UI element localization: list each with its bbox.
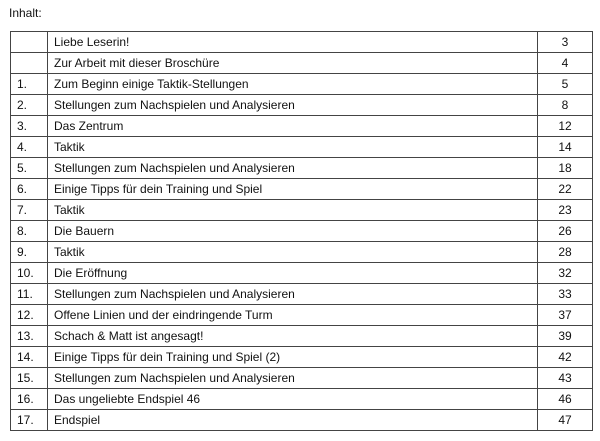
toc-heading: Inhalt: <box>9 6 42 20</box>
row-page: 14 <box>538 137 593 158</box>
row-page: 43 <box>538 368 593 389</box>
row-page: 18 <box>538 158 593 179</box>
row-number: 1. <box>11 74 48 95</box>
table-row <box>11 284 593 305</box>
row-title: Stellungen zum Nachspielen und Analysieren <box>48 95 538 116</box>
table-row <box>11 389 593 410</box>
row-number: 5. <box>11 158 48 179</box>
table-row <box>11 74 593 95</box>
row-page: 22 <box>538 179 593 200</box>
row-page: 3 <box>538 32 593 53</box>
row-title: Liebe Leserin! <box>48 32 538 53</box>
row-page: 47 <box>538 410 593 431</box>
table-row <box>11 368 593 389</box>
row-page: 32 <box>538 263 593 284</box>
table-row <box>11 221 593 242</box>
row-title: Taktik <box>48 137 538 158</box>
row-number: 11. <box>11 284 48 305</box>
row-page: 42 <box>538 347 593 368</box>
row-title: Stellungen zum Nachspielen und Analysieren <box>48 284 538 305</box>
row-page: 5 <box>538 74 593 95</box>
row-title: Offene Linien und der eindringende Turm <box>48 305 538 326</box>
row-title: Einige Tipps für dein Training und Spiel <box>48 179 538 200</box>
row-page: 26 <box>538 221 593 242</box>
table-row <box>11 326 593 347</box>
table-row <box>11 305 593 326</box>
table-row <box>11 410 593 431</box>
row-title: Zum Beginn einige Taktik-Stellungen <box>48 74 538 95</box>
row-title: Endspiel <box>48 410 538 431</box>
row-page: 28 <box>538 242 593 263</box>
row-number: 4. <box>11 137 48 158</box>
table-row <box>11 158 593 179</box>
row-page: 12 <box>538 116 593 137</box>
table-row <box>11 95 593 116</box>
row-number: 10. <box>11 263 48 284</box>
row-number: 16. <box>11 389 48 410</box>
row-number: 12. <box>11 305 48 326</box>
row-number: 15. <box>11 368 48 389</box>
row-title: Stellungen zum Nachspielen und Analysieren <box>48 368 538 389</box>
table-of-contents <box>10 31 593 431</box>
row-number: 9. <box>11 242 48 263</box>
row-number: 8. <box>11 221 48 242</box>
row-page: 4 <box>538 53 593 74</box>
table-row <box>11 242 593 263</box>
row-title: Die Eröffnung <box>48 263 538 284</box>
table-row <box>11 179 593 200</box>
row-number: 17. <box>11 410 48 431</box>
row-page: 46 <box>538 389 593 410</box>
row-page: 39 <box>538 326 593 347</box>
row-page: 23 <box>538 200 593 221</box>
row-page: 33 <box>538 284 593 305</box>
table-row <box>11 263 593 284</box>
row-title: Das ungeliebte Endspiel 46 <box>48 389 538 410</box>
row-title: Die Bauern <box>48 221 538 242</box>
row-title: Taktik <box>48 200 538 221</box>
table-row <box>11 200 593 221</box>
row-number: 2. <box>11 95 48 116</box>
row-number: 13. <box>11 326 48 347</box>
row-title: Stellungen zum Nachspielen und Analysieren <box>48 158 538 179</box>
table-row <box>11 137 593 158</box>
row-page: 37 <box>538 305 593 326</box>
row-page: 8 <box>538 95 593 116</box>
table-row <box>11 32 593 53</box>
table-row <box>11 116 593 137</box>
row-title: Schach & Matt ist angesagt! <box>48 326 538 347</box>
row-number: 14. <box>11 347 48 368</box>
table-row <box>11 347 593 368</box>
row-title: Taktik <box>48 242 538 263</box>
row-title: Das Zentrum <box>48 116 538 137</box>
row-title: Zur Arbeit mit dieser Broschüre <box>48 53 538 74</box>
row-number: 7. <box>11 200 48 221</box>
row-number <box>11 32 48 53</box>
table-row <box>11 53 593 74</box>
row-number: 6. <box>11 179 48 200</box>
row-title: Einige Tipps für dein Training und Spiel (2) <box>48 347 538 368</box>
row-number: 3. <box>11 116 48 137</box>
row-number <box>11 53 48 74</box>
